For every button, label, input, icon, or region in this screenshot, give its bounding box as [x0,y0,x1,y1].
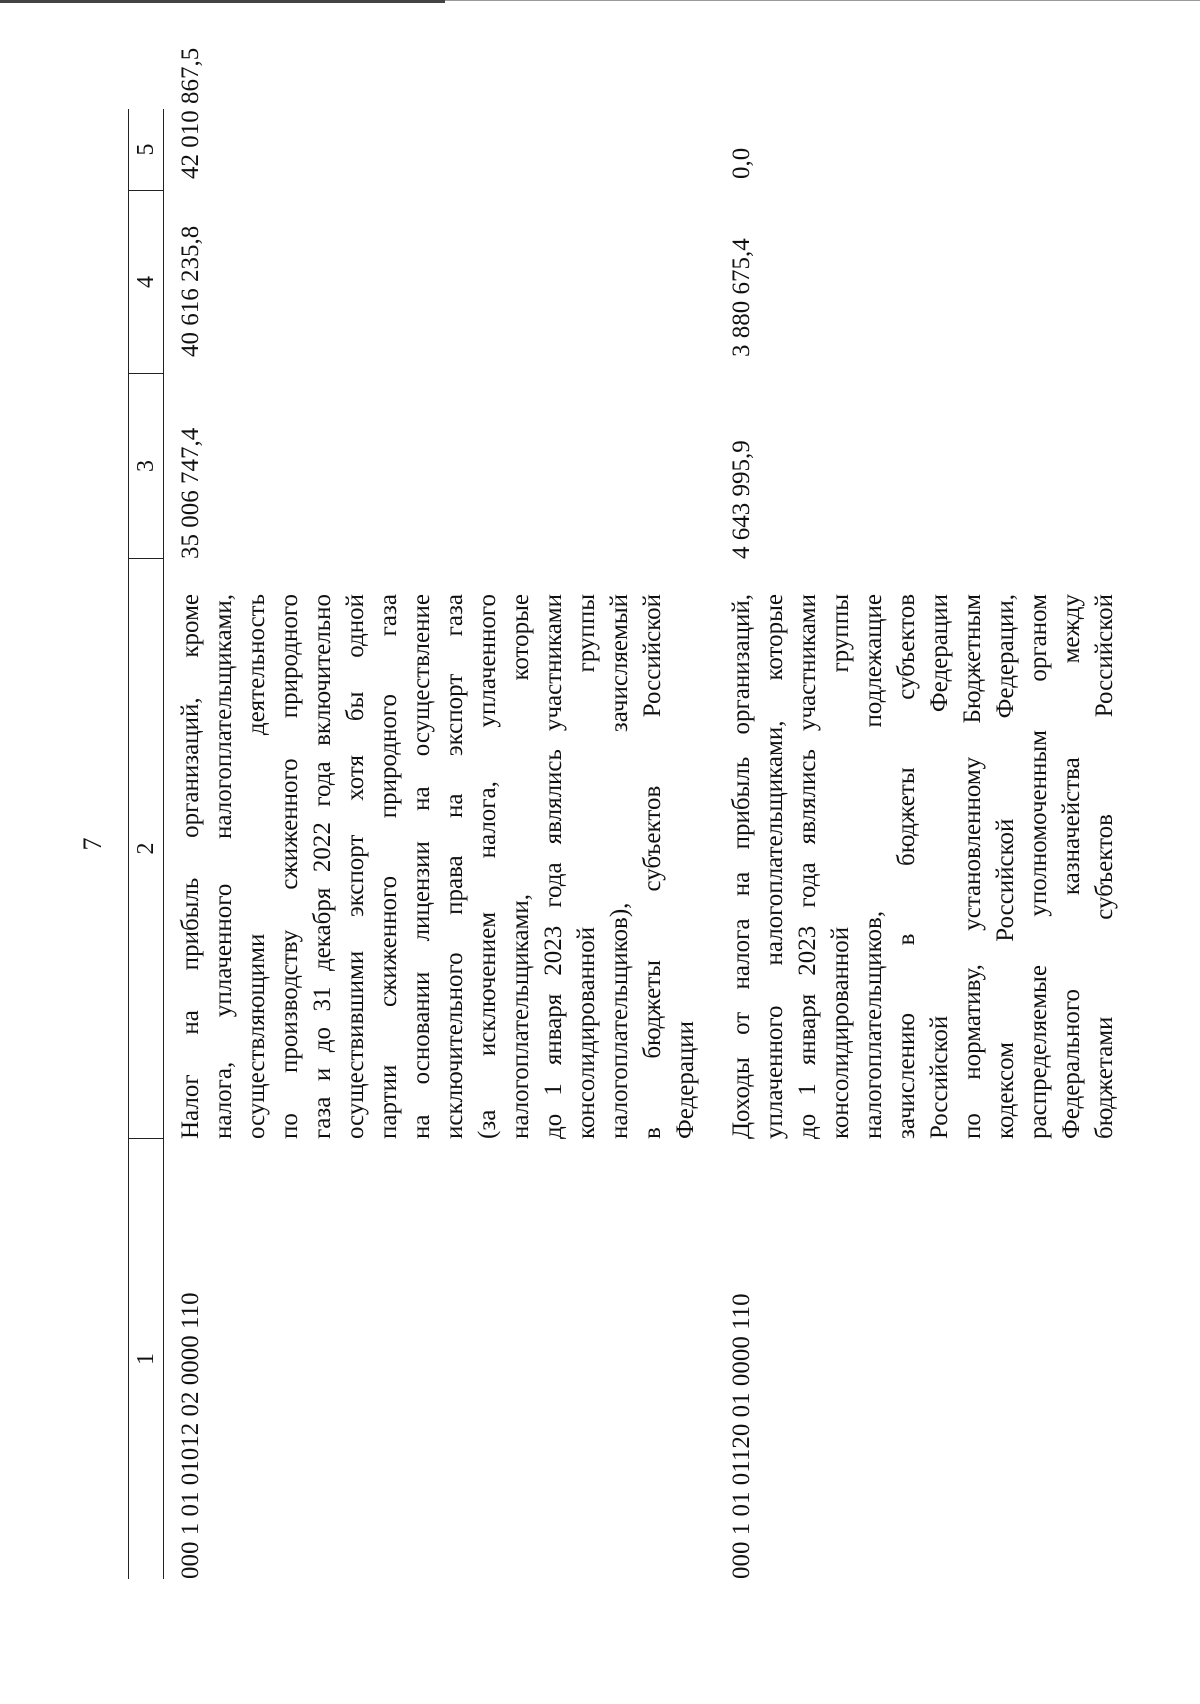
value-col-5: 42 010 867,5 [177,47,204,179]
value-col-5: 0,0 [728,147,755,179]
description-line: (за исключением налога, уплаченного [474,594,501,1139]
description-line: исключительного права на экспорт газа [441,594,468,1139]
header-col-3: 3 [129,374,163,559]
description-line: Российской Федерации [926,594,953,1139]
description-line: осуществившими экспорт хотя бы одной [342,594,369,1139]
value-col-3: 35 006 747,4 [177,427,204,559]
description-line: осуществляющими деятельность [243,594,270,1139]
description-line: налога, уплаченного налогоплательщиками, [210,594,237,1139]
description-line: консолидированной группы [573,594,600,1139]
page-number: 7 [78,837,107,851]
row-description [174,594,702,1139]
value-col-3: 4 643 995,9 [728,440,755,559]
description-line: в бюджеты субъектов Российской [639,594,666,1139]
budget-code: 000 1 01 01012 02 0000 110 [177,1292,204,1579]
row-description [725,594,1121,1139]
table-header-row [128,109,164,1579]
description-line: налогоплательщиков, подлежащие [860,594,887,1139]
description-line: зачислению в бюджеты субъектов [893,594,920,1139]
description-line: распределяемые уполномоченным органом [1025,594,1052,1139]
description-line: налогоплательщиками, которые [507,594,534,1139]
description-line: Налог на прибыль организаций, кроме [177,594,204,1139]
description-line: Федерации [672,1020,699,1139]
description-line: консолидированной группы [827,594,854,1139]
description-line: налогоплательщиков), зачисляемый [606,594,633,1139]
description-line: до 1 января 2023 года являлись участниками [540,594,567,1139]
budget-code: 000 1 01 01120 01 0000 110 [728,1293,755,1579]
description-line: кодексом Российской Федерации, [992,594,1019,1139]
header-col-2: 2 [129,559,163,1139]
description-line: газа и до 31 декабря 2022 года включительно [309,594,336,1139]
description-line: по нормативу, установленному Бюджетным [959,594,986,1139]
header-col-4: 4 [129,191,163,374]
value-col-4: 40 616 235,8 [177,225,204,357]
description-line: уплаченного налогоплательщиками, которые [761,594,788,1139]
description-line: на основании лицензии на осуществление [408,594,435,1139]
description-line: Федерального казначейства между [1058,594,1085,1139]
description-line: партии сжиженного природного газа [375,594,402,1139]
value-col-4: 3 880 675,4 [728,238,755,357]
description-line: бюджетами субъектов Российской [1091,594,1118,1139]
header-col-1: 1 [133,1353,159,1365]
description-line: Доходы от налога на прибыль организаций, [728,594,755,1139]
description-line: по производству сжиженного природного [276,594,303,1139]
header-col-5: 5 [129,109,163,191]
description-line: до 1 января 2023 года являлись участниками [794,594,821,1139]
